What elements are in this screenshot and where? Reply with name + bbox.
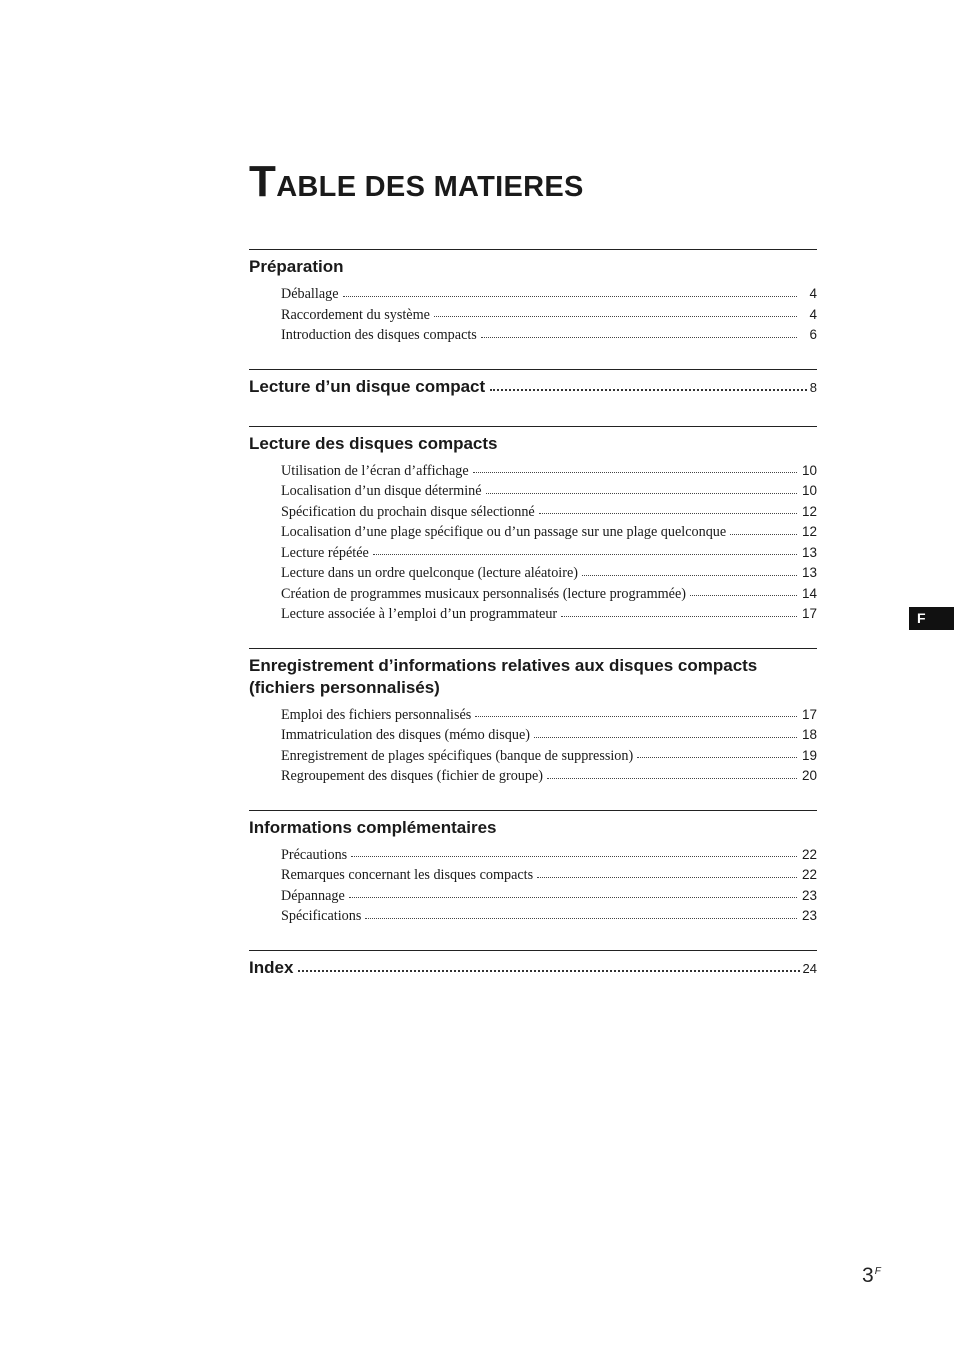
toc-entry[interactable] <box>281 766 817 787</box>
entry-page: 17 <box>801 706 817 722</box>
dot-leader <box>373 554 797 555</box>
dot-leader <box>475 716 797 717</box>
toc-entry[interactable] <box>281 305 817 326</box>
dot-leader <box>534 737 797 738</box>
toc-entry[interactable] <box>281 705 817 726</box>
entry-label: Déballage <box>281 286 339 302</box>
toc-entry[interactable] <box>281 543 817 564</box>
dot-leader <box>298 970 799 972</box>
entry-page: 19 <box>801 747 817 763</box>
toc-entry[interactable] <box>281 604 817 625</box>
entry-page: 14 <box>801 585 817 601</box>
entry-page: 23 <box>801 887 817 903</box>
entry-page: 10 <box>801 483 817 498</box>
title-rest: ABLE DES MATIERES <box>276 171 584 203</box>
dot-leader <box>486 493 797 494</box>
toc-entry[interactable] <box>281 746 817 767</box>
toc-entry[interactable] <box>281 284 817 305</box>
toc-entry[interactable] <box>281 481 817 502</box>
entry-page: 23 <box>801 908 817 923</box>
entry-label: Dépannage <box>281 887 345 904</box>
entry-page: 10 <box>801 462 817 478</box>
toc-entry[interactable] <box>281 886 817 907</box>
entry-label: Lecture dans un ordre quelconque (lecture aléatoire) <box>281 565 578 581</box>
entry-page: 4 <box>809 306 817 322</box>
dot-leader <box>582 575 797 576</box>
dot-leader <box>537 877 797 878</box>
dot-leader <box>561 616 797 617</box>
entry-page: 20 <box>801 768 817 783</box>
section-heading[interactable]: Lecture d’un disque compact 8 <box>249 376 817 399</box>
entry-label: Localisation d’une plage spécifique ou d’un passage sur une plage quelconque <box>281 524 727 540</box>
section-heading[interactable]: Enregistrement d’informations relatives aux disques compacts (fichiers personnalisés) <box>249 655 758 697</box>
toc-entry[interactable] <box>281 502 817 523</box>
dot-leader <box>481 337 797 338</box>
section-heading[interactable]: Informations complémentaires <box>249 817 497 837</box>
toc-entry[interactable] <box>281 906 817 927</box>
title-initial: T <box>249 157 277 206</box>
entry-page: 17 <box>801 606 817 621</box>
dot-leader <box>473 472 797 473</box>
entry-label: Emploi des fichiers personnalisés <box>281 706 472 723</box>
dot-leader <box>365 918 797 919</box>
dot-leader <box>730 534 797 535</box>
section-page: 8 <box>809 379 817 395</box>
toc-entry[interactable] <box>281 865 817 886</box>
entry-label: Immatriculation des disques (mémo disque) <box>281 727 531 743</box>
toc-entry[interactable] <box>281 725 817 746</box>
entry-label: Remarques concernant les disques compacts <box>281 867 534 883</box>
entry-list <box>249 845 817 927</box>
section-page: 24 <box>802 960 817 976</box>
entry-label: Utilisation de l’écran d’affichage <box>281 462 469 479</box>
entry-list <box>249 284 817 346</box>
entry-page: 13 <box>801 565 817 580</box>
entry-page: 13 <box>801 544 817 560</box>
page-title <box>249 157 584 206</box>
toc-section <box>249 249 817 346</box>
dot-leader <box>539 513 797 514</box>
toc-entry[interactable] <box>281 584 817 605</box>
toc-section <box>249 369 817 399</box>
dot-leader <box>490 389 807 391</box>
entry-label: Spécifications <box>281 908 362 924</box>
toc-section <box>249 426 817 625</box>
entry-label: Enregistrement de plages spécifiques (banque de suppression) <box>281 747 634 764</box>
page-number: $3^F$ <box>862 1264 881 1287</box>
dot-leader <box>434 316 797 317</box>
toc-entry[interactable] <box>281 522 817 543</box>
entry-page: 4 <box>809 286 817 301</box>
toc-entry[interactable] <box>281 845 817 866</box>
dot-leader <box>637 757 797 758</box>
toc-section <box>249 810 817 927</box>
section-heading[interactable]: Index 24 <box>249 957 817 980</box>
entry-label: Introduction des disques compacts <box>281 327 477 343</box>
dot-leader <box>343 296 797 297</box>
entry-label: Spécification du prochain disque sélectionné <box>281 503 535 520</box>
entry-page: 22 <box>801 867 817 882</box>
entry-label: Regroupement des disques (fichier de groupe) <box>281 768 543 784</box>
entry-label: Raccordement du système <box>281 306 430 323</box>
section-heading[interactable]: Lecture des disques compacts <box>249 433 498 453</box>
toc-section <box>249 950 817 980</box>
dot-leader <box>690 595 797 596</box>
table-of-contents <box>249 249 817 986</box>
entry-page: 12 <box>801 524 817 539</box>
entry-page: 18 <box>801 727 817 742</box>
entry-label: Lecture associée à l’emploi d’un programmateur <box>281 606 558 622</box>
toc-entry[interactable] <box>281 563 817 584</box>
toc-entry[interactable] <box>281 325 817 346</box>
entry-list <box>249 705 817 787</box>
entry-label: Précautions <box>281 846 348 863</box>
toc-entry[interactable] <box>281 461 817 482</box>
entry-list <box>249 461 817 625</box>
page-number-suffix: F <box>874 1266 881 1277</box>
entry-label: Lecture répétée <box>281 544 369 561</box>
entry-page: 6 <box>809 327 817 342</box>
language-tab: F <box>909 607 954 630</box>
toc-section <box>249 648 817 787</box>
section-heading[interactable]: Préparation <box>249 257 344 276</box>
entry-page: 22 <box>801 846 817 862</box>
entry-label: Création de programmes musicaux personnalisés (lecture programmée) <box>281 585 686 602</box>
dot-leader <box>351 856 797 857</box>
dot-leader <box>547 778 797 779</box>
entry-label: Localisation d’un disque déterminé <box>281 483 482 499</box>
entry-page: 12 <box>801 503 817 519</box>
dot-leader <box>349 897 797 898</box>
